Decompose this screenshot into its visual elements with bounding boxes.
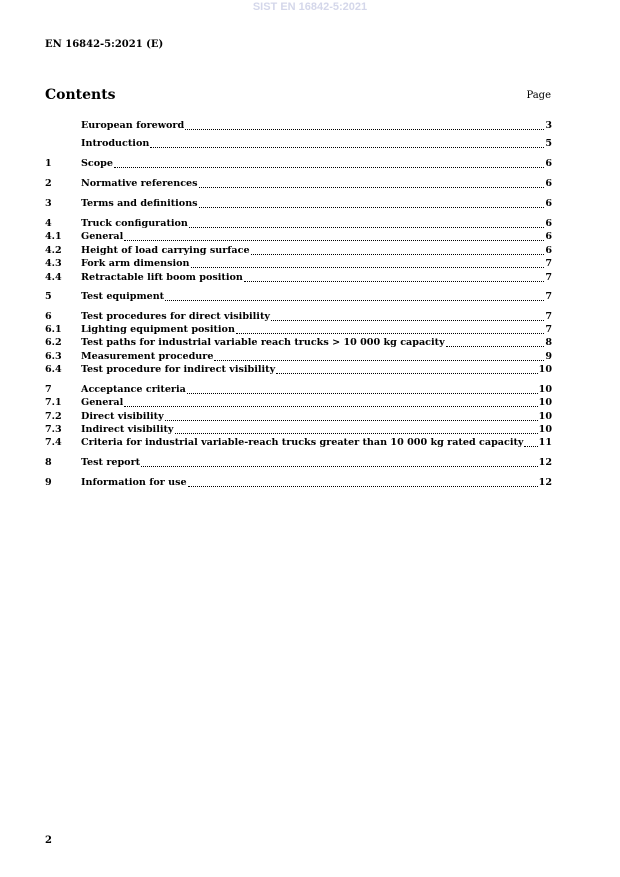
- toc-entry[interactable]: [45, 424, 552, 436]
- toc-entry-page: 7: [545, 311, 552, 322]
- toc-leader-dots: [244, 272, 544, 282]
- toc-entry[interactable]: [45, 397, 552, 409]
- toc-entry-number: 7.1: [45, 397, 62, 408]
- toc-entry-number: 7: [45, 384, 52, 395]
- toc-entry-title: Test paths for industrial variable reach trucks > 10 000 kg capacity: [81, 337, 445, 348]
- toc-entry-title: Truck configuration: [81, 218, 188, 229]
- toc-entry-title: Measurement procedure: [81, 351, 214, 362]
- toc-entry-page: 6: [545, 218, 552, 229]
- toc-entry-title: Test procedure for indirect visibility: [81, 364, 276, 375]
- document-id: EN 16842-5:2021 (E): [45, 39, 164, 50]
- toc-leader-dots: [175, 424, 538, 434]
- toc-leader-dots: [124, 231, 544, 241]
- toc-entry[interactable]: [45, 138, 552, 150]
- toc-entry-title: Test report: [81, 457, 141, 468]
- toc-entry[interactable]: [45, 258, 552, 270]
- toc-leader-dots: [141, 457, 538, 467]
- toc-entry-number: 1: [45, 158, 52, 169]
- toc-leader-dots: [191, 258, 545, 268]
- toc-entry-number: 6: [45, 311, 52, 322]
- toc-entry[interactable]: [45, 437, 552, 449]
- toc-entry-page: 10: [538, 397, 552, 408]
- toc-entry[interactable]: [45, 291, 552, 303]
- toc-entry-page: 12: [538, 477, 552, 488]
- toc-entry-page: 10: [538, 411, 552, 422]
- toc-entry-title: Lighting equipment position: [81, 324, 235, 335]
- toc-entry-page: 6: [545, 231, 552, 242]
- toc-entry-page: 11: [538, 437, 552, 448]
- toc-entry-number: 4: [45, 218, 52, 229]
- toc-entry-title: Criteria for industrial variable-reach trucks greater than 10 000 kg rated capacity: [81, 437, 524, 448]
- toc-entry-title: Test equipment: [81, 291, 165, 302]
- toc-leader-dots: [188, 477, 538, 487]
- toc-entry[interactable]: [45, 158, 552, 170]
- toc-entry-number: 6.1: [45, 324, 62, 335]
- toc-entry-number: 8: [45, 457, 52, 468]
- page-column-label: Page: [526, 90, 551, 101]
- toc-entry-page: 7: [545, 291, 552, 302]
- toc-entry[interactable]: [45, 324, 552, 336]
- toc-leader-dots: [446, 337, 545, 347]
- toc-entry-number: 6.4: [45, 364, 62, 375]
- toc-entry[interactable]: [45, 311, 552, 323]
- toc-entry-page: 6: [545, 178, 552, 189]
- toc-entry-number: 4.1: [45, 231, 62, 242]
- toc-entry-page: 10: [538, 364, 552, 375]
- toc-entry-title: Indirect visibility: [81, 424, 174, 435]
- toc-entry-number: 4.4: [45, 272, 62, 283]
- toc-entry-number: 6.3: [45, 351, 62, 362]
- toc-leader-dots: [114, 158, 544, 168]
- toc-entry-title: Retractable lift boom position: [81, 272, 243, 283]
- toc-entry-title: General: [81, 397, 124, 408]
- toc-leader-dots: [199, 198, 545, 208]
- toc-entry-page: 3: [545, 120, 552, 131]
- watermark: SIST EN 16842-5:2021: [252, 1, 368, 13]
- toc-entry[interactable]: [45, 351, 552, 363]
- toc-leader-dots: [185, 120, 544, 130]
- toc-entry-title: Information for use: [81, 477, 187, 488]
- toc-leader-dots: [187, 384, 538, 394]
- toc-entry[interactable]: [45, 272, 552, 284]
- toc-entry-number: 5: [45, 291, 52, 302]
- toc-entry-number: 4.3: [45, 258, 62, 269]
- toc-entry-number: 3: [45, 198, 52, 209]
- toc-leader-dots: [189, 218, 544, 228]
- toc-entry[interactable]: [45, 245, 552, 257]
- toc-entry-title: European foreword: [81, 120, 185, 131]
- toc-entry-title: Fork arm dimension: [81, 258, 190, 269]
- toc-entry[interactable]: [45, 384, 552, 396]
- toc-entry-title: Acceptance criteria: [81, 384, 186, 395]
- toc-entry-title: Scope: [81, 158, 113, 169]
- toc-entry[interactable]: [45, 120, 552, 132]
- toc-leader-dots: [165, 291, 544, 301]
- toc-entry[interactable]: [45, 231, 552, 243]
- toc-entry-page: 5: [545, 138, 552, 149]
- contents-heading: Contents: [45, 87, 116, 103]
- toc-entry-number: 7.2: [45, 411, 62, 422]
- toc-leader-dots: [271, 311, 544, 321]
- toc-entry-page: 8: [545, 337, 552, 348]
- toc-entry-title: Introduction: [81, 138, 150, 149]
- toc-leader-dots: [165, 411, 538, 421]
- toc-leader-dots: [524, 437, 537, 447]
- toc-entry-page: 6: [545, 245, 552, 256]
- toc-leader-dots: [124, 397, 537, 407]
- toc-entry-title: Terms and definitions: [81, 198, 198, 209]
- toc-leader-dots: [150, 138, 544, 148]
- toc-entry-number: 4.2: [45, 245, 62, 256]
- toc-entry-number: 2: [45, 178, 52, 189]
- toc-entry-page: 9: [545, 351, 552, 362]
- toc-entry-number: 9: [45, 477, 52, 488]
- toc-entry-page: 7: [545, 324, 552, 335]
- toc-entry-page: 7: [545, 272, 552, 283]
- toc-entry-title: Direct visibility: [81, 411, 164, 422]
- toc-entry-page: 12: [538, 457, 552, 468]
- toc-entry[interactable]: [45, 477, 552, 489]
- toc-entry[interactable]: [45, 411, 552, 423]
- toc-leader-dots: [251, 245, 545, 255]
- toc-entry[interactable]: [45, 364, 552, 376]
- toc-entry[interactable]: [45, 198, 552, 210]
- toc-leader-dots: [276, 364, 537, 374]
- toc-entry[interactable]: [45, 178, 552, 190]
- toc-entry-page: 10: [538, 384, 552, 395]
- toc-entry[interactable]: [45, 218, 552, 230]
- toc-entry-number: 6.2: [45, 337, 62, 348]
- toc-leader-dots: [236, 324, 544, 334]
- toc-leader-dots: [199, 178, 545, 188]
- toc-entry-number: 7.4: [45, 437, 62, 448]
- toc-entry-title: Test procedures for direct visibility: [81, 311, 270, 322]
- toc-leader-dots: [214, 351, 544, 361]
- toc-entry-title: Height of load carrying surface: [81, 245, 250, 256]
- footer-page-number: 2: [45, 835, 52, 846]
- toc-entry-title: General: [81, 231, 124, 242]
- toc-entry-number: 7.3: [45, 424, 62, 435]
- toc-entry-page: 10: [538, 424, 552, 435]
- toc-entry[interactable]: [45, 337, 552, 349]
- toc-entry-page: 6: [545, 198, 552, 209]
- toc-entry-title: Normative references: [81, 178, 198, 189]
- toc-entry[interactable]: [45, 457, 552, 469]
- toc-entry-page: 6: [545, 158, 552, 169]
- toc-entry-page: 7: [545, 258, 552, 269]
